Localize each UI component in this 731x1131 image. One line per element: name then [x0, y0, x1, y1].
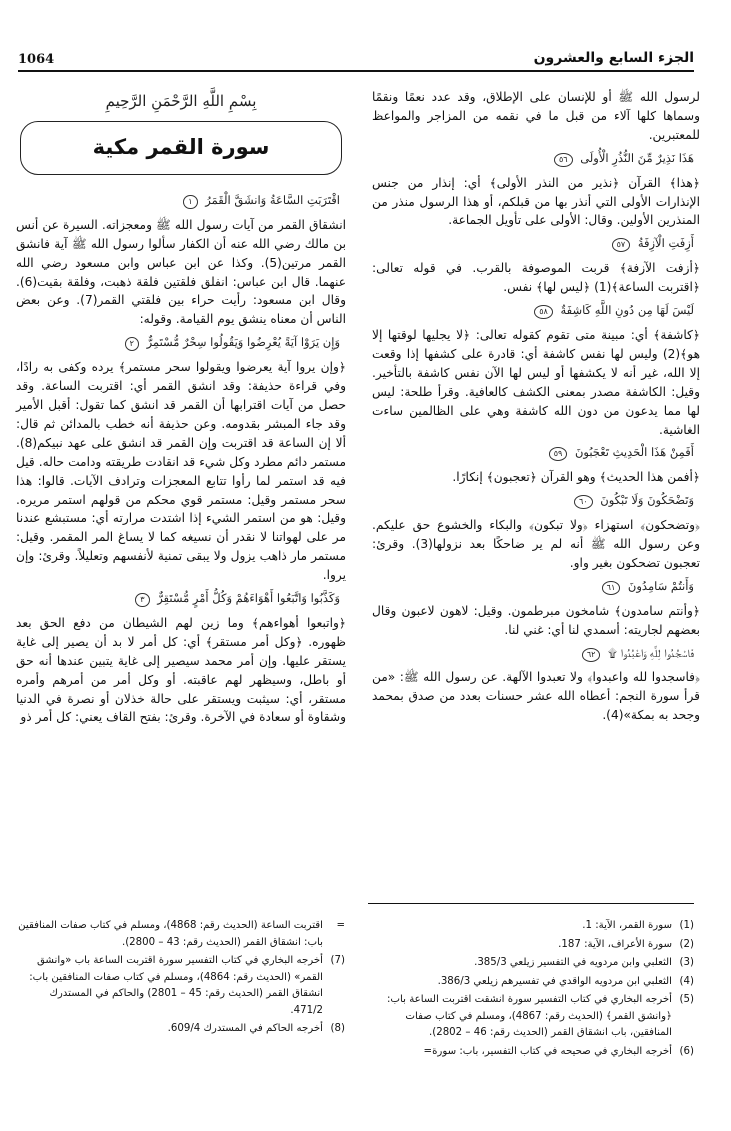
verse-number: ٥٩	[549, 447, 568, 461]
footnote-text: اقتربت الساعة (الحديث رقم: 4868)، ومسلم في كتاب صفات المنافقين باب: انشقاق القمر (الحديث رقم: 43 – 2800).	[18, 920, 323, 948]
footnote	[15, 953, 345, 1019]
footnote	[372, 1044, 694, 1061]
page-number: 1064	[18, 52, 55, 67]
verse-number: ٣	[135, 593, 149, 607]
footnote-text: أخرجه الحاكم في المستدرك 609/4.	[167, 1023, 323, 1034]
footnote-text: الثعلبي ابن مردويه الواقدي في تفسيرهم زيلعي 386/3.	[437, 975, 672, 987]
paragraph: ﴿وأنتم سامدون﴾ شامخون مبرطمون. وقيل: لاهون لاعبون وقال بعضهم لجاريته: أسمدي لنا أي: غني لنا.	[372, 603, 700, 637]
footnote-number: (4)	[679, 975, 694, 987]
footnote	[15, 1021, 345, 1038]
paragraph: ﴿كاشفة﴾ أي: مبينة متى تقوم كقوله تعالى: ﴿لا يجليها لوقتها إلا هو﴾(2) وليس لها نفس كاشفة أي: قادرة على كشفها إذا وقعت إلا الله، غير أنه لا يكشفها أو ليس لها الآن نفس كاشفة بالتأخير. وقيل: الكاشفة مصدر بمعنى الكشف كالعافية. وقرأ طلحة: ليس لها مما يدعون من دون الله كاشفة وهي على الظالمين ساءت الغاشية.	[372, 327, 700, 437]
quran-verse	[16, 589, 340, 608]
paragraph: ﴿واتبعوا أهواءهم﴾ وما زين لهم الشيطان من دفع الحق بعد ظهوره. ﴿وكل أمر مستقر﴾ أي: كل أمر لا بد أن يصير إلى غاية يستقر عليها. وإن أمر محمد سيصير إلى غاية يتبين عندها أنه حق أو باطل، وسيظهر لهم عاقبته. أو وكل أمر من أمرهم وأمره مستقر، أي: سيثبت ويستقر على حالة خذلان أو نصرة في الدنيا وشقاوة أو سعادة في الآخرة. وقرئ: بفتح القاف يعني: كل أمر ذو	[16, 615, 346, 725]
verse-text: أَزِفَتِ الْآزِفَةُ	[637, 236, 694, 251]
footnote-text: أخرجه البخاري في صحيحه في كتاب التفسير، باب: سورة=	[423, 1045, 672, 1057]
left-column	[16, 88, 346, 730]
right-column	[372, 88, 700, 728]
quran-verse	[372, 301, 694, 320]
footnote	[372, 974, 694, 991]
footnote-text: سورة القمر، الآية: 1.	[582, 920, 672, 931]
verse-number: ٥٨	[534, 305, 553, 319]
footnote-text: أخرجه البخاري في كتاب التفسير سورة انشقت اقتربت الساعة باب: ﴿وانشق القمر﴾ (الحديث رقم: 4867)، ومسلم في كتاب صفات المنافقين، باب انشقاق القمر (الحديث رقم: 46 – 2802).	[387, 994, 672, 1038]
footnote-number: (7)	[330, 955, 345, 966]
quran-verse	[16, 333, 340, 352]
footnote-text: الثعلبي وابن مردويه في التفسير زيلعي 385/3.	[474, 957, 672, 968]
footnote	[372, 937, 694, 954]
footnote-text: أخرجه البخاري في كتاب التفسير سورة اقتربت الساعة باب «وانشق القمر» (الحديث رقم: 4864)، ومسلم في كتاب صفات المنافقين باب: انشقاق القمر (الحديث رقم: 45 – 2801) والحاكم في المستدرك 471/2.	[29, 955, 323, 1016]
surah-title-box	[20, 121, 342, 175]
running-title: الجزء السابع والعشرون	[533, 50, 694, 66]
paragraph: ﴿وإن يروا آية يعرضوا ويقولوا سحر مستمر﴾ يرده وكفى به رادًا، وفي قراءة حذيفة: وقد انشق القمر أي: اقتربت الساعة. وقد حصل من آيات اقترابها أن القمر قد انشق كما تقول: أقبل الأمير وقد جاء المبشر بقدومه. وعن حذيفة أنه خطب بالمدائن ثم قال: ألا إن الساعة قد اقتربت وإن القمر قد انشق على عهد نبيكم(8). مستمر دائم مطرد وكل شيء قد انقادت طريقته ودامت حاله. قيل فيه قد استمر لما رأوا تتابع المعجزات وترادف الآيات. قالوا: هذا سحر مستمر وقيل: مستمر قوي محكم من قولهم استمر مريره. وقيل: هو من استمر الشيء إذا اشتدت مرارته أي: مستبشع عندنا مر على لهواتنا لا نقدر أن نسيغه كما لا يساغ المر المقمر. وقيل: مستمر مار ذاهب يزول ولا يبقى تمنية لأنفسهم وتعليلاً. وقرئ: وإن يروا.	[16, 360, 346, 583]
footnote	[372, 918, 694, 935]
verse-text: وَأَنتُمْ سَامِدُونَ	[627, 578, 694, 593]
verse-text: وَتَضْحَكُونَ وَلَا تَبْكُونَ	[600, 493, 694, 508]
verse-text: وَإِن يَرَوْا آيَةً يُعْرِضُوا وَيَقُولُوا سِحْرٌ مُّسْتَمِرٌّ	[146, 335, 340, 350]
paragraph: ﴿وتضحكون﴾ استهزاء ﴿ولا تبكون﴾ والبكاء والخشوع حق عليكم. وعن رسول الله ﷺ أنه لم ير ضاحكًا بعد نزولها(3). وقرئ: تعجبون تضحكون بغير واو.	[372, 518, 700, 570]
quran-verse	[372, 149, 694, 168]
quran-verse	[372, 577, 694, 596]
paragraph: انشقاق القمر من آيات رسول الله ﷺ ومعجزاته. السيرة عن أنس بن مالك رضي الله عنه أن الكفار سألوا رسول الله ﷺ آية فانشق القمر مرتين(5). وكذا عن ابن عباس وابن مسعود رضي الله عنهما. قال ابن عباس: انفلق فلقتين فلقة ذهبت، وفلقة بقيت(6). وقال ابن مسعود: رأيت حراء بين فلقتي القمر(7). وعن بعض الناس أن معناه ينشق يوم القيامة. وقوله:	[16, 217, 346, 327]
footnote	[15, 918, 345, 951]
footnote	[372, 992, 694, 1042]
quran-verse	[372, 443, 694, 462]
footnote-number: (6)	[679, 1045, 694, 1057]
verse-text: فَاسْجُدُوا لِلَّهِ وَاعْبُدُوا ۩	[608, 645, 694, 660]
quran-verse	[372, 491, 694, 510]
footnote-number: (3)	[679, 957, 694, 968]
verse-number: ٦١	[602, 581, 621, 595]
footnote	[372, 955, 694, 972]
verse-number: ١	[183, 195, 197, 209]
verse-text: وَكَذَّبُوا وَاتَّبَعُوا أَهْوَاءَهُمْ وَكُلُّ أَمْرٍ مُّسْتَقِرٌّ	[157, 591, 340, 606]
footnotes-right	[372, 918, 694, 1062]
verse-text: لَيْسَ لَهَا مِن دُونِ اللَّهِ كَاشِفَةٌ	[560, 303, 694, 318]
verse-number: ٦٠	[574, 495, 593, 509]
paragraph: لرسول الله ﷺ أو للإنسان على الإطلاق، وقد عدد نعمًا ونقمًا وسماها كلها آلاء من قبل ما في نقمه من المزاجر والمواعظ للمعتبرين.	[372, 90, 700, 142]
footnote-number: (8)	[330, 1023, 345, 1034]
paragraph: ﴿أزفت الآزفة﴾ قربت الموصوفة بالقرب. في قوله تعالى: ﴿اقتربت الساعة﴾(1) ﴿ليس لها﴾ نفس.	[372, 261, 700, 295]
verse-number: ٥٧	[612, 238, 631, 252]
verse-number: ٢	[125, 337, 139, 351]
verse-text: أَفَمِنْ هَذَا الْحَدِيثِ تَعْجَبُونَ	[574, 445, 694, 460]
page-header	[18, 50, 694, 72]
verse-text: هَذَا نَذِيرٌ مِّنَ النُّذُرِ الْأُولَى	[580, 150, 694, 165]
footnote-text: سورة الأعراف، الآية: 187.	[558, 938, 672, 950]
paragraph: ﴿هذا﴾ القرآن ﴿نذير من النذر الأولى﴾ أي: إنذار من جنس الإنذارات الأولى التي أنذر بها من قبلكم، أو هذا الرسول منذر من المنذرين الأولين. وقال: الأولى على تأويل الجماعة.	[372, 175, 700, 228]
basmala: بِسْمِ اللَّهِ الرَّحْمَنِ الرَّحِيمِ	[105, 92, 257, 110]
quran-verse	[16, 191, 340, 210]
quran-verse	[372, 234, 694, 253]
verse-number: ٥٦	[554, 153, 573, 167]
footnote-number: (2)	[679, 938, 694, 950]
footnote-number: =	[336, 920, 345, 931]
verse-text: اقْتَرَبَتِ السَّاعَةُ وَانشَقَّ الْقَمَرُ	[205, 192, 340, 207]
surah-title: سورة القمر مكية	[92, 135, 270, 160]
header-rule	[18, 70, 694, 72]
footnote-rule	[368, 903, 694, 904]
footnote-number: (5)	[679, 994, 694, 1005]
footnotes-left	[15, 918, 345, 1040]
quran-verse	[372, 644, 694, 663]
footnote-number: (1)	[679, 920, 694, 931]
paragraph: ﴿أفمن هذا الحديث﴾ وهو القرآن ﴿تعجبون﴾ إنكارًا.	[452, 470, 700, 485]
paragraph: ﴿فاسجدوا لله واعبدوا﴾ ولا تعبدوا الآلهة. عن رسول الله ﷺ: «من قرأ سورة النجم: أعطاه الله عشر حسنات بعدد من صدق بمحمد وجحد به بمكة»(4).	[372, 670, 700, 723]
verse-number: ٦٢	[582, 648, 601, 662]
